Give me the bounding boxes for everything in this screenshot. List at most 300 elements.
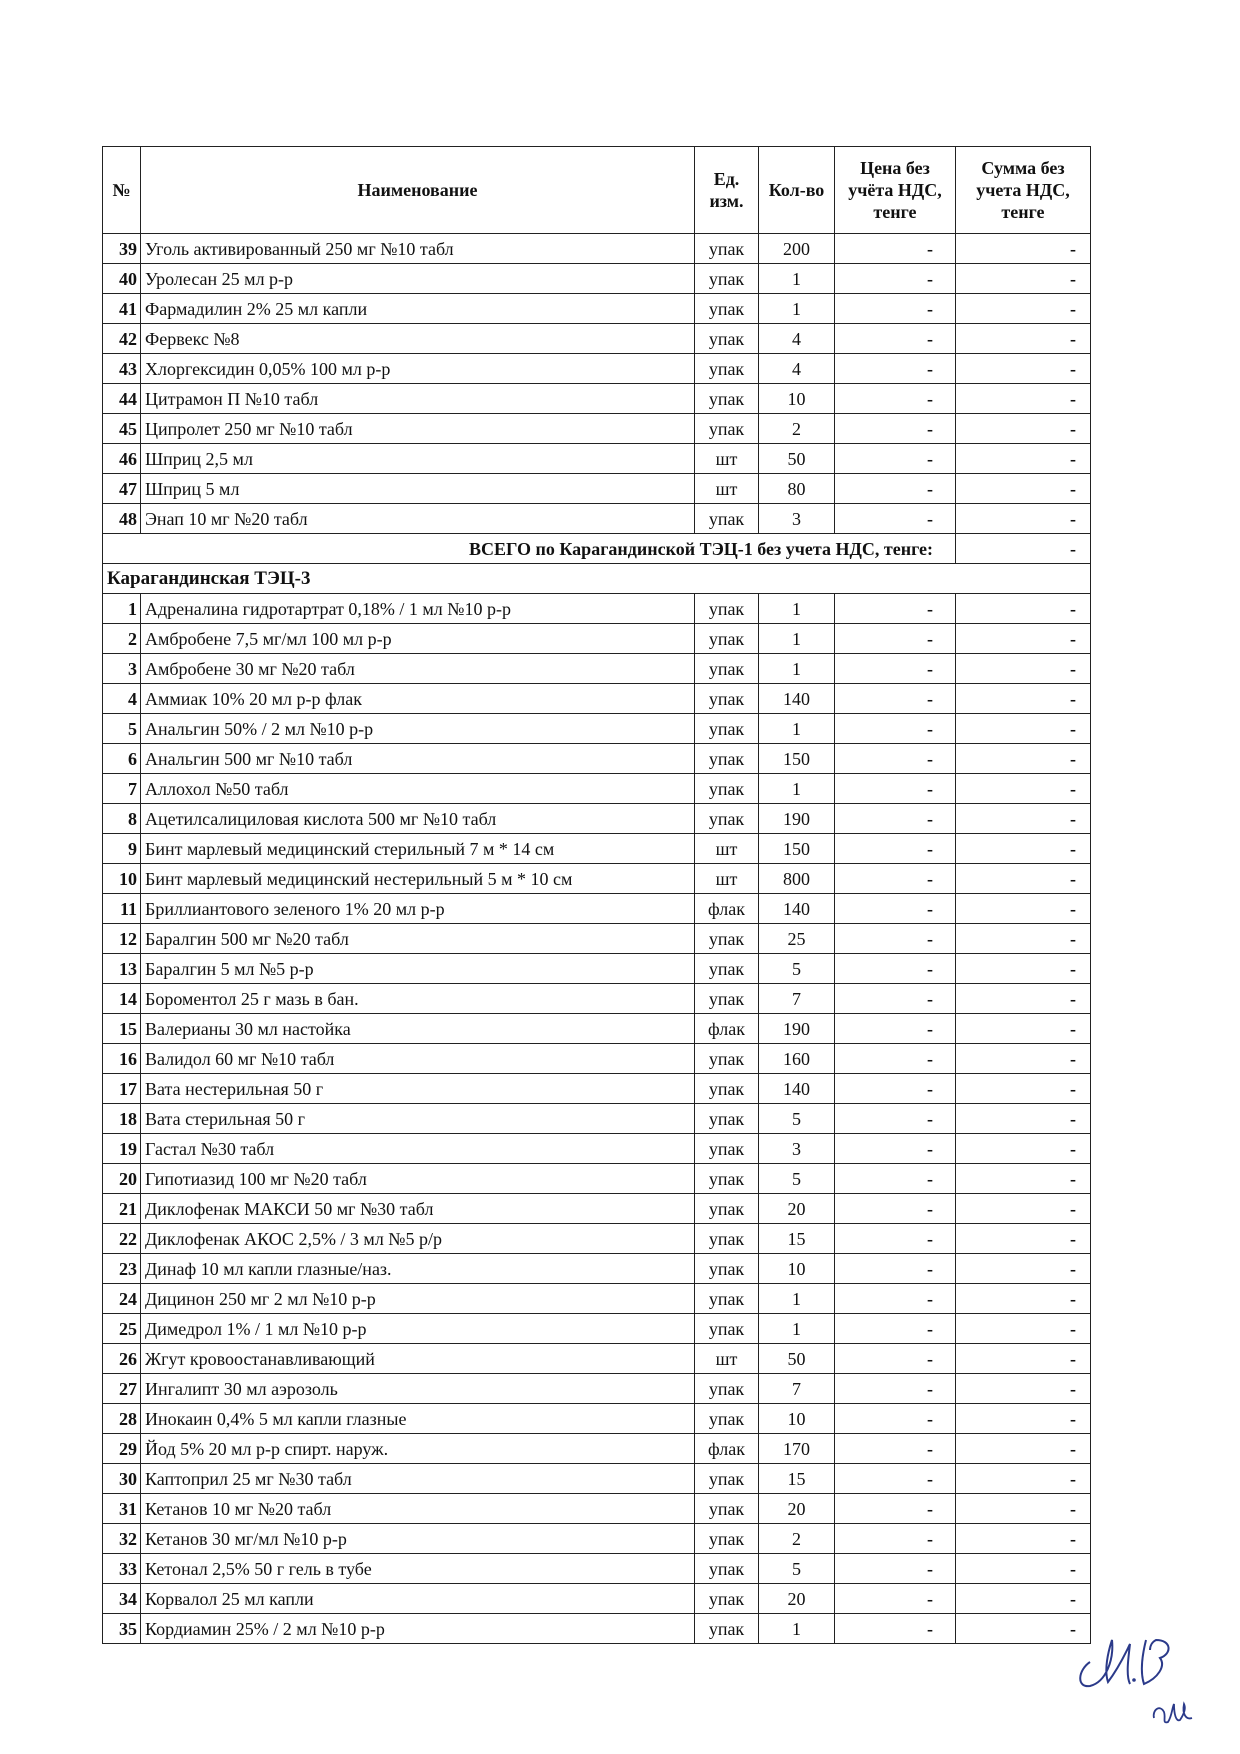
row-number: 26: [103, 1344, 141, 1374]
row-quantity: 5: [759, 1554, 835, 1584]
row-unit: упак: [695, 234, 759, 264]
row-number: 8: [103, 804, 141, 834]
row-unit: упак: [695, 1494, 759, 1524]
table-row: [103, 1344, 1091, 1374]
row-sum: -: [956, 1254, 1091, 1284]
row-price: -: [835, 1164, 956, 1194]
row-name: Фармадилин 2% 25 мл капли: [141, 294, 695, 324]
table-row: [103, 624, 1091, 654]
row-unit: упак: [695, 1404, 759, 1434]
row-sum: -: [956, 684, 1091, 714]
row-number: 40: [103, 264, 141, 294]
row-quantity: 4: [759, 354, 835, 384]
row-price: -: [835, 1014, 956, 1044]
row-price: -: [835, 1494, 956, 1524]
row-price: -: [835, 834, 956, 864]
row-number: 39: [103, 234, 141, 264]
table-row: [103, 864, 1091, 894]
row-quantity: 140: [759, 1074, 835, 1104]
row-quantity: 1: [759, 1314, 835, 1344]
header-sum: Сумма без учета НДС, тенге: [956, 147, 1091, 234]
row-price: -: [835, 1284, 956, 1314]
row-unit: упак: [695, 504, 759, 534]
row-name: Бинт марлевый медицинский нестерильный 5 м * 10 см: [141, 864, 695, 894]
row-sum: -: [956, 1284, 1091, 1314]
row-unit: упак: [695, 1554, 759, 1584]
row-quantity: 15: [759, 1464, 835, 1494]
row-unit: упак: [695, 624, 759, 654]
row-quantity: 1: [759, 624, 835, 654]
row-name: Энап 10 мг №20 табл: [141, 504, 695, 534]
row-quantity: 2: [759, 1524, 835, 1554]
row-quantity: 50: [759, 444, 835, 474]
row-price: -: [835, 1194, 956, 1224]
header-unit: Ед. изм.: [695, 147, 759, 234]
row-number: 23: [103, 1254, 141, 1284]
row-sum: -: [956, 804, 1091, 834]
row-sum: -: [956, 984, 1091, 1014]
row-sum: -: [956, 294, 1091, 324]
row-name: Бороментол 25 г мазь в бан.: [141, 984, 695, 1014]
row-unit: упак: [695, 804, 759, 834]
table-row: [103, 1104, 1091, 1134]
row-unit: упак: [695, 1614, 759, 1644]
row-sum: -: [956, 834, 1091, 864]
header-number: №: [103, 147, 141, 234]
row-quantity: 190: [759, 804, 835, 834]
row-number: 2: [103, 624, 141, 654]
row-name: Валерианы 30 мл настойка: [141, 1014, 695, 1044]
row-number: 32: [103, 1524, 141, 1554]
row-sum: -: [956, 744, 1091, 774]
row-number: 11: [103, 894, 141, 924]
table-row: [103, 1374, 1091, 1404]
row-price: -: [835, 1314, 956, 1344]
row-name: Гастал №30 табл: [141, 1134, 695, 1164]
row-price: -: [835, 864, 956, 894]
row-price: -: [835, 624, 956, 654]
row-name: Ацетилсалициловая кислота 500 мг №10 табл: [141, 804, 695, 834]
row-unit: упак: [695, 294, 759, 324]
row-unit: упак: [695, 714, 759, 744]
row-number: 14: [103, 984, 141, 1014]
table-row: [103, 504, 1091, 534]
row-unit: шт: [695, 444, 759, 474]
table-row: [103, 1434, 1091, 1464]
row-number: 19: [103, 1134, 141, 1164]
table-row: [103, 1014, 1091, 1044]
row-number: 17: [103, 1074, 141, 1104]
row-sum: -: [956, 414, 1091, 444]
total-value: -: [956, 534, 1091, 564]
row-number: 44: [103, 384, 141, 414]
row-name: Фервекс №8: [141, 324, 695, 354]
row-sum: -: [956, 1104, 1091, 1134]
row-number: 12: [103, 924, 141, 954]
row-number: 43: [103, 354, 141, 384]
row-unit: упак: [695, 1524, 759, 1554]
table-row: [103, 1284, 1091, 1314]
table-row: [103, 1164, 1091, 1194]
row-sum: -: [956, 324, 1091, 354]
row-unit: упак: [695, 1584, 759, 1614]
row-unit: флак: [695, 1014, 759, 1044]
table-row: [103, 954, 1091, 984]
row-unit: упак: [695, 1254, 759, 1284]
row-price: -: [835, 984, 956, 1014]
row-sum: -: [956, 1524, 1091, 1554]
row-name: Амбробене 7,5 мг/мл 100 мл р-р: [141, 624, 695, 654]
row-unit: упак: [695, 384, 759, 414]
row-price: -: [835, 1524, 956, 1554]
row-price: -: [835, 294, 956, 324]
table-row: [103, 1464, 1091, 1494]
total-row: [103, 534, 1091, 564]
row-number: 18: [103, 1104, 141, 1134]
row-name: Бриллиантового зеленого 1% 20 мл р-р: [141, 894, 695, 924]
row-name: Кетанов 30 мг/мл №10 р-р: [141, 1524, 695, 1554]
row-sum: -: [956, 1464, 1091, 1494]
row-quantity: 1: [759, 294, 835, 324]
row-sum: -: [956, 384, 1091, 414]
row-unit: упак: [695, 1104, 759, 1134]
row-sum: -: [956, 1344, 1091, 1374]
row-price: -: [835, 924, 956, 954]
row-quantity: 4: [759, 324, 835, 354]
table-row: [103, 1554, 1091, 1584]
row-name: Анальгин 500 мг №10 табл: [141, 744, 695, 774]
row-number: 27: [103, 1374, 141, 1404]
row-name: Баралгин 5 мл №5 р-р: [141, 954, 695, 984]
row-unit: упак: [695, 1224, 759, 1254]
row-number: 45: [103, 414, 141, 444]
table-row: [103, 264, 1091, 294]
row-number: 47: [103, 474, 141, 504]
row-name: Гипотиазид 100 мг №20 табл: [141, 1164, 695, 1194]
row-quantity: 140: [759, 894, 835, 924]
table-header-row: [103, 147, 1091, 234]
row-number: 22: [103, 1224, 141, 1254]
row-unit: упак: [695, 324, 759, 354]
row-unit: упак: [695, 1194, 759, 1224]
row-sum: -: [956, 1194, 1091, 1224]
row-name: Каптоприл 25 мг №30 табл: [141, 1464, 695, 1494]
row-price: -: [835, 1464, 956, 1494]
row-quantity: 7: [759, 1374, 835, 1404]
table-row: [103, 1584, 1091, 1614]
row-price: -: [835, 354, 956, 384]
row-name: Шприц 2,5 мл: [141, 444, 695, 474]
row-sum: -: [956, 924, 1091, 954]
row-sum: -: [956, 894, 1091, 924]
row-name: Корвалол 25 мл капли: [141, 1584, 695, 1614]
row-price: -: [835, 954, 956, 984]
row-sum: -: [956, 1044, 1091, 1074]
row-number: 5: [103, 714, 141, 744]
row-number: 46: [103, 444, 141, 474]
table-row: [103, 684, 1091, 714]
row-quantity: 10: [759, 1254, 835, 1284]
table-row: [103, 324, 1091, 354]
row-price: -: [835, 1074, 956, 1104]
row-price: -: [835, 804, 956, 834]
row-unit: флак: [695, 1434, 759, 1464]
row-sum: -: [956, 594, 1091, 624]
row-name: Баралгин 500 мг №20 табл: [141, 924, 695, 954]
row-number: 16: [103, 1044, 141, 1074]
row-unit: упак: [695, 1464, 759, 1494]
header-name: Наименование: [141, 147, 695, 234]
row-price: -: [835, 1044, 956, 1074]
row-name: Шприц 5 мл: [141, 474, 695, 504]
row-name: Динаф 10 мл капли глазные/наз.: [141, 1254, 695, 1284]
row-price: -: [835, 894, 956, 924]
row-sum: -: [956, 1134, 1091, 1164]
row-unit: шт: [695, 864, 759, 894]
row-price: -: [835, 654, 956, 684]
row-quantity: 3: [759, 1134, 835, 1164]
row-number: 24: [103, 1284, 141, 1314]
medicines-table: [102, 146, 1091, 1644]
row-unit: упак: [695, 1044, 759, 1074]
table-row: [103, 1194, 1091, 1224]
row-unit: упак: [695, 1284, 759, 1314]
table-row: [103, 834, 1091, 864]
table-row: [103, 1614, 1091, 1644]
row-number: 4: [103, 684, 141, 714]
row-quantity: 15: [759, 1224, 835, 1254]
row-price: -: [835, 234, 956, 264]
row-unit: упак: [695, 924, 759, 954]
row-sum: -: [956, 864, 1091, 894]
row-name: Вата стерильная 50 г: [141, 1104, 695, 1134]
row-number: 13: [103, 954, 141, 984]
row-quantity: 160: [759, 1044, 835, 1074]
row-quantity: 25: [759, 924, 835, 954]
row-name: Хлоргексидин 0,05% 100 мл р-р: [141, 354, 695, 384]
row-number: 9: [103, 834, 141, 864]
row-quantity: 190: [759, 1014, 835, 1044]
row-sum: -: [956, 234, 1091, 264]
row-unit: упак: [695, 1134, 759, 1164]
row-sum: -: [956, 1434, 1091, 1464]
row-unit: упак: [695, 594, 759, 624]
row-sum: -: [956, 1584, 1091, 1614]
row-price: -: [835, 1404, 956, 1434]
row-quantity: 3: [759, 504, 835, 534]
row-price: -: [835, 744, 956, 774]
section-row: [103, 564, 1091, 594]
row-unit: упак: [695, 744, 759, 774]
row-price: -: [835, 1584, 956, 1614]
row-quantity: 20: [759, 1194, 835, 1224]
row-sum: -: [956, 1314, 1091, 1344]
row-number: 33: [103, 1554, 141, 1584]
document-sheet: [102, 146, 1090, 1644]
row-quantity: 1: [759, 654, 835, 684]
row-name: Кордиамин 25% / 2 мл №10 р-р: [141, 1614, 695, 1644]
row-unit: упак: [695, 1074, 759, 1104]
row-name: Дицинон 250 мг 2 мл №10 р-р: [141, 1284, 695, 1314]
table-row: [103, 234, 1091, 264]
table-total-section: [103, 534, 1091, 594]
table-row: [103, 774, 1091, 804]
row-name: Кетонал 2,5% 50 г гель в тубе: [141, 1554, 695, 1584]
row-name: Диклофенак АКОС 2,5% / 3 мл №5 р/р: [141, 1224, 695, 1254]
row-price: -: [835, 264, 956, 294]
row-quantity: 5: [759, 1104, 835, 1134]
row-sum: -: [956, 714, 1091, 744]
table-row: [103, 894, 1091, 924]
row-price: -: [835, 594, 956, 624]
table-body-tec1: [103, 234, 1091, 534]
row-sum: -: [956, 1164, 1091, 1194]
row-unit: упак: [695, 684, 759, 714]
row-name: Аммиак 10% 20 мл р-р флак: [141, 684, 695, 714]
row-number: 21: [103, 1194, 141, 1224]
row-name: Димедрол 1% / 1 мл №10 р-р: [141, 1314, 695, 1344]
row-quantity: 170: [759, 1434, 835, 1464]
row-unit: упак: [695, 954, 759, 984]
row-number: 41: [103, 294, 141, 324]
row-sum: -: [956, 624, 1091, 654]
row-price: -: [835, 1134, 956, 1164]
row-quantity: 10: [759, 384, 835, 414]
row-name: Жгут кровоостанавливающий: [141, 1344, 695, 1374]
table-row: [103, 594, 1091, 624]
row-price: -: [835, 1224, 956, 1254]
row-price: -: [835, 324, 956, 354]
row-sum: -: [956, 264, 1091, 294]
row-sum: -: [956, 444, 1091, 474]
table-row: [103, 414, 1091, 444]
table-row: [103, 294, 1091, 324]
row-name: Инокаин 0,4% 5 мл капли глазные: [141, 1404, 695, 1434]
total-label: ВСЕГО по Карагандинской ТЭЦ-1 без учета НДС, тенге:: [103, 534, 956, 564]
table-row: [103, 1224, 1091, 1254]
table-row: [103, 1404, 1091, 1434]
row-price: -: [835, 1374, 956, 1404]
row-price: -: [835, 1254, 956, 1284]
row-sum: -: [956, 474, 1091, 504]
table-row: [103, 654, 1091, 684]
table-row: [103, 744, 1091, 774]
row-name: Йод 5% 20 мл р-р спирт. наруж.: [141, 1434, 695, 1464]
row-unit: флак: [695, 894, 759, 924]
row-sum: -: [956, 654, 1091, 684]
row-number: 34: [103, 1584, 141, 1614]
row-price: -: [835, 774, 956, 804]
row-name: Валидол 60 мг №10 табл: [141, 1044, 695, 1074]
table-row: [103, 1044, 1091, 1074]
row-quantity: 7: [759, 984, 835, 1014]
row-number: 30: [103, 1464, 141, 1494]
table-row: [103, 384, 1091, 414]
row-number: 15: [103, 1014, 141, 1044]
row-unit: упак: [695, 264, 759, 294]
row-unit: упак: [695, 654, 759, 684]
row-unit: упак: [695, 984, 759, 1014]
row-name: Цитрамон П №10 табл: [141, 384, 695, 414]
header-quantity: Кол-во: [759, 147, 835, 234]
row-number: 28: [103, 1404, 141, 1434]
table-row: [103, 354, 1091, 384]
row-number: 42: [103, 324, 141, 354]
row-quantity: 150: [759, 834, 835, 864]
row-quantity: 1: [759, 1284, 835, 1314]
row-quantity: 800: [759, 864, 835, 894]
table-row: [103, 1134, 1091, 1164]
header-price: Цена без учёта НДС, тенге: [835, 147, 956, 234]
table-row: [103, 1494, 1091, 1524]
row-name: Ингалипт 30 мл аэрозоль: [141, 1374, 695, 1404]
row-number: 3: [103, 654, 141, 684]
row-sum: -: [956, 1614, 1091, 1644]
row-price: -: [835, 684, 956, 714]
row-unit: упак: [695, 1314, 759, 1344]
row-sum: -: [956, 954, 1091, 984]
row-unit: шт: [695, 474, 759, 504]
row-name: Амбробене 30 мг №20 табл: [141, 654, 695, 684]
row-number: 10: [103, 864, 141, 894]
row-price: -: [835, 414, 956, 444]
row-quantity: 50: [759, 1344, 835, 1374]
row-quantity: 10: [759, 1404, 835, 1434]
row-name: Кетанов 10 мг №20 табл: [141, 1494, 695, 1524]
row-sum: -: [956, 354, 1091, 384]
row-name: Ципролет 250 мг №10 табл: [141, 414, 695, 444]
table-row: [103, 1524, 1091, 1554]
row-sum: -: [956, 1494, 1091, 1524]
row-price: -: [835, 504, 956, 534]
row-quantity: 5: [759, 1164, 835, 1194]
table-row: [103, 1314, 1091, 1344]
row-sum: -: [956, 1404, 1091, 1434]
row-name: Уголь активированный 250 мг №10 табл: [141, 234, 695, 264]
table-row: [103, 1074, 1091, 1104]
row-unit: упак: [695, 414, 759, 444]
table-row: [103, 714, 1091, 744]
row-quantity: 2: [759, 414, 835, 444]
row-price: -: [835, 1614, 956, 1644]
row-name: Аллохол №50 табл: [141, 774, 695, 804]
row-price: -: [835, 1434, 956, 1464]
row-price: -: [835, 474, 956, 504]
row-unit: упак: [695, 774, 759, 804]
row-quantity: 1: [759, 1614, 835, 1644]
row-price: -: [835, 714, 956, 744]
row-unit: упак: [695, 1374, 759, 1404]
row-name: Анальгин 50% / 2 мл №10 р-р: [141, 714, 695, 744]
row-sum: -: [956, 504, 1091, 534]
row-quantity: 200: [759, 234, 835, 264]
row-quantity: 1: [759, 714, 835, 744]
row-quantity: 1: [759, 264, 835, 294]
row-unit: шт: [695, 1344, 759, 1374]
row-sum: -: [956, 1074, 1091, 1104]
row-sum: -: [956, 774, 1091, 804]
table-row: [103, 924, 1091, 954]
row-quantity: 1: [759, 774, 835, 804]
table-row: [103, 474, 1091, 504]
row-number: 1: [103, 594, 141, 624]
table-row: [103, 1254, 1091, 1284]
row-quantity: 5: [759, 954, 835, 984]
row-quantity: 140: [759, 684, 835, 714]
row-quantity: 20: [759, 1584, 835, 1614]
row-sum: -: [956, 1224, 1091, 1254]
row-number: 20: [103, 1164, 141, 1194]
